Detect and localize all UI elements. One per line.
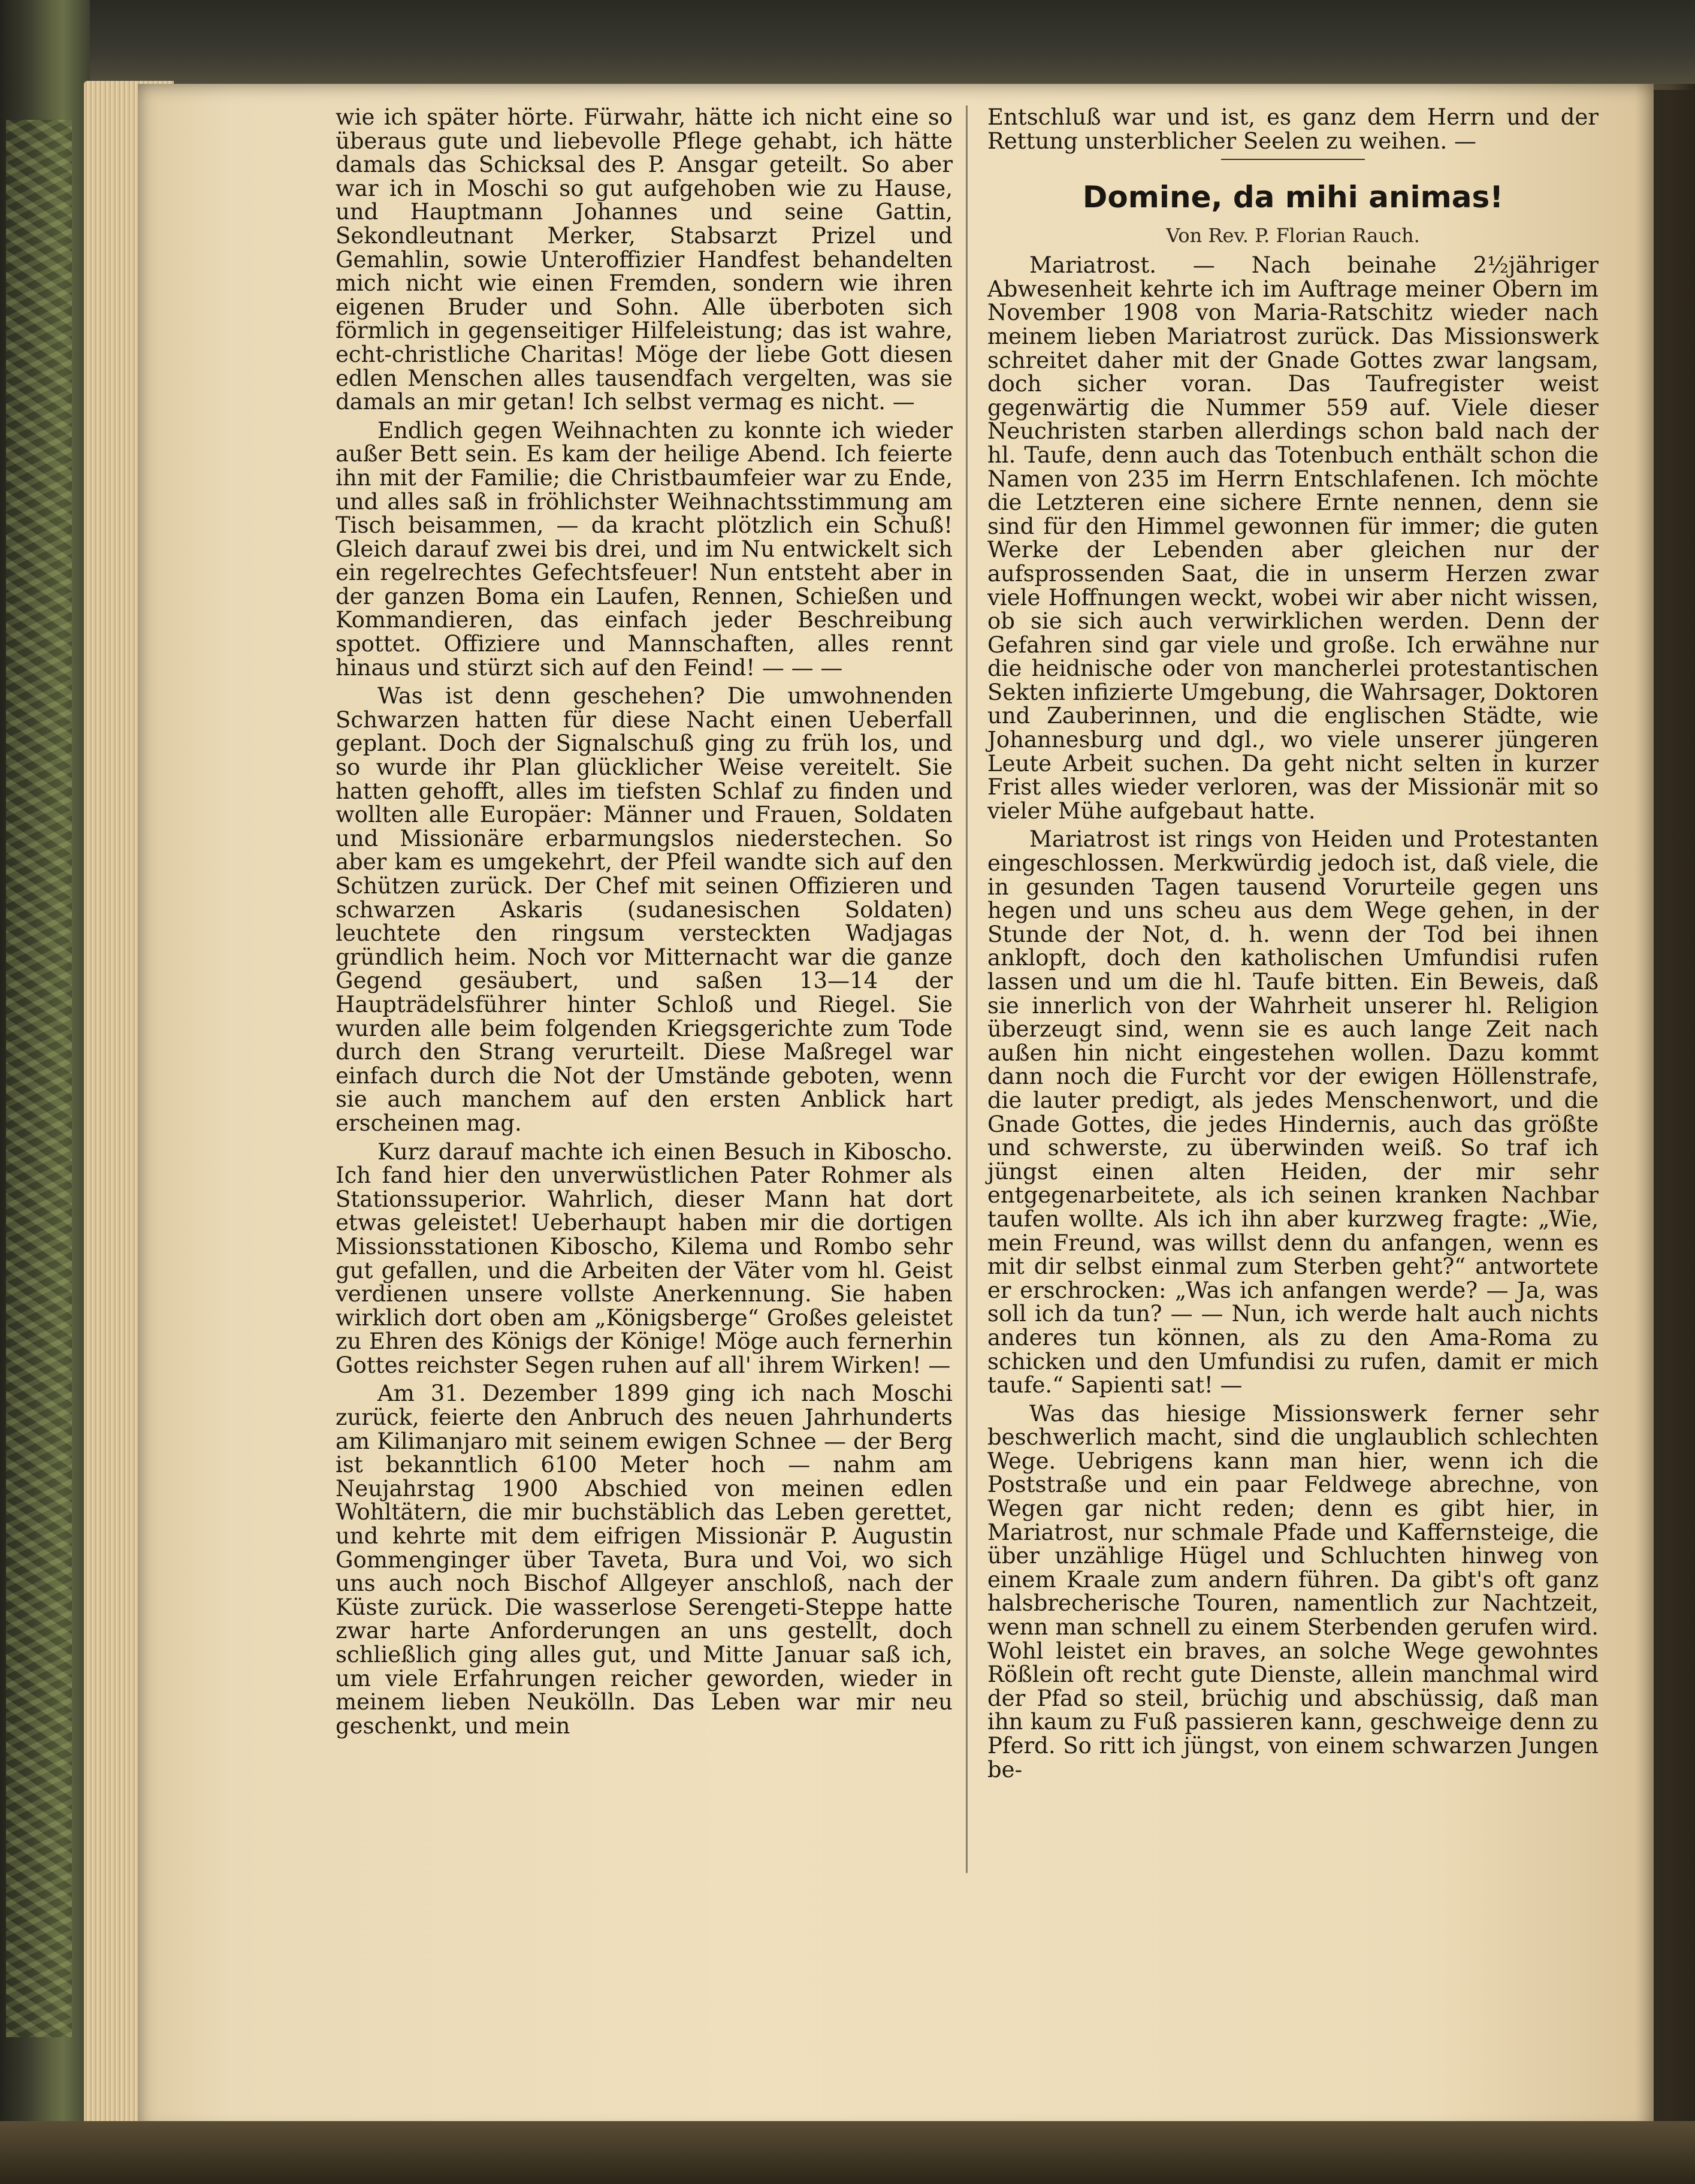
- paragraph: Am 31. Dezember 1899 ging ich nach Moschi zurück, feierte den Anbruch des neuen Jahrhunderts am Kilimanjaro mit seinem ewigen Schnee — der Berg ist bekanntlich 6100 Meter hoch — nahm am Neujahrstag 1900 Abschied von meinen edlen Wohltätern, die mir buchstäblich das Leben gerettet, und kehrte mit dem eifrigen Missionär P. Augustin Gommenginger über Taveta, Bura und Voi, wo sich uns auch noch Bischof Allgeyer anschloß, nach der Küste zurück. Die wasserlose Serengeti-Steppe hatte zwar harte Anforderungen an uns gestellt, doch schließlich ging alles gut, und Mitte Januar saß ich, um viele Erfahrungen reicher geworden, wieder in meinem lieben Neukölln. Das Leben war mir neu geschenkt, und mein: [336, 1381, 953, 1739]
- paragraph: Mariatrost ist rings von Heiden und Protestanten eingeschlossen. Merkwürdig jedoch ist, daß viele, die in gesunden Tagen tausend Vorurteile gegen uns hegen und uns scheu aus dem Wege gehen, in der Stunde der Not, d. h. wenn der Tod bei ihnen anklopft, doch den katholischen Umfundisi rufen lassen und um die hl. Taufe bitten. Ein Beweis, daß sie innerlich von der Wahrheit unserer hl. Religion überzeugt sind, wenn sie es auch lange Zeit nach außen hin nicht eingestehen wollen. Dazu kommt dann noch die Furcht vor der ewigen Höllenstrafe, die lauter predigt, als jedes Menschenwort, und die Gnade Gottes, die jedes Hindernis, auch das größte und schwerste, zu überwinden weiß. So traf ich jüngst einen alten Heiden, der mir sehr entgegenarbeitete, als ich seinen kranken Nachbar taufen wollte. Als ich ihn aber kurzweg fragte: „Wie, mein Freund, was willst denn du anfangen, wenn es mit dir selbst einmal zum Sterben geht?“ antwortete er erschrocken: „Was ich anfangen werde? — Ja, was soll ich da tun? — — Nun, ich werde halt auch nichts anderes tun können, als zu den Ama-Roma zu schicken und den Umfundisi zu rufen, damit er mich taufe.“ Sapienti sat! —: [987, 826, 1599, 1398]
- right-column: [987, 105, 1599, 1781]
- article-title: Domine, da mihi animas!: [1082, 180, 1504, 215]
- column-divider: [966, 105, 968, 1873]
- page-gutter-shadow: [1635, 84, 1695, 2133]
- separator-line: [1221, 159, 1365, 160]
- paragraph: Entschluß war und ist, es ganz dem Herrn und der Rettung unsterblicher Seelen zu weihen. —: [987, 104, 1599, 154]
- paragraph: wie ich später hörte. Fürwahr, hätte ich nicht eine so überaus gute und liebevolle Pflege gehabt, ich hätte damals das Schicksal des P. Ansgar geteilt. So aber war ich in Moschi so gut aufgehoben wie zu Hause, und Hauptmann Johannes und seine Gattin, Sekondleutnant Merker, Stabsarzt Prizel und Gemahlin, sowie Unteroffizier Handfest behandelten mich nicht wie einen Fremden, sondern wie ihren eigenen Bruder und Sohn. Alle überboten sich förmlich in gegenseitiger Hilfeleistung; das ist wahre, echt-christliche Charitas! Möge der liebe Gott diesen edlen Menschen alles tausendfach vergelten, was sie damals an mir getan! Ich selbst vermag es nicht. —: [336, 104, 953, 415]
- book-spine: [0, 0, 90, 2184]
- paragraph: Endlich gegen Weihnachten zu konnte ich wieder außer Bett sein. Es kam der heilige Abend. Ich feierte ihn mit der Familie; die Christbaumfeier war zu Ende, und alles saß in fröhlichster Weihnachtsstimmung am Tisch beisammen, — da kracht plötzlich ein Schuß! Gleich darauf zwei bis drei, und im Nu entwickelt sich ein regelrechtes Gefechtsfeuer! Nun entsteht aber in der ganzen Boma ein Laufen, Rennen, Schießen und Kommandieren, das einfach jeder Beschreibung spottet. Offiziere und Mannschaften, alles rennt hinaus und stürzt sich auf den Feind! — — —: [336, 417, 953, 681]
- book-bottom-edge: [0, 2121, 1695, 2184]
- paragraph: Kurz darauf machte ich einen Besuch in Kiboscho. Ich fand hier den unverwüstlichen Pater Rohmer als Stationssuperior. Wahrlich, dieser Mann hat dort etwas geleistet! Ueberhaupt haben mir die dortigen Missionsstationen Kiboscho, Kilema und Rombo sehr gut gefallen, und die Arbeiten der Väter vom hl. Geist verdienen unsere vollste Anerkennung. Sie haben wirklich dort oben am „Königsberge“ Großes geleistet zu Ehren des Königs der Könige! Möge auch fernerhin Gottes reichster Segen ruhen auf all' ihrem Wirken! —: [336, 1138, 953, 1378]
- paragraph: Was das hiesige Missionswerk ferner sehr beschwerlich macht, sind die unglaublich schlechten Wege. Uebrigens kann man hier, wenn ich die Poststraße und ein paar Feldwege abrechne, von Wegen gar nicht reden; denn es gibt hier, in Mariatrost, nur schmale Pfade und Kaffernsteige, die über unzählige Hügel und Schluchten hinweg von einem Kraale zum andern führen. Da gibt's oft ganz halsbrecherische Touren, namentlich zur Nachtzeit, wenn man schnell zu einem Sterbenden gerufen wird. Wohl leistet ein braves, an solche Wege gewohntes Rößlein oft recht gute Dienste, allein manchmal wird der Pfad so steil, brüchig und abschüssig, daß man ihn kaum zu Fuß passieren kann, geschweige denn zu Pferd. So ritt ich jüngst, von einem schwarzen Jungen be-: [987, 1400, 1599, 1783]
- paragraph: Mariatrost. — Nach beinahe 2½jähriger Abwesenheit kehrte ich im Auftrage meiner Obern im November 1908 von Maria-Ratschitz wieder nach meinem lieben Mariatrost zurück. Das Missionswerk schreitet daher mit der Gnade Gottes zwar langsam, doch sicher voran. Das Taufregister weist gegenwärtig die Nummer 559 auf. Viele dieser Neuchristen starben allerdings schon bald nach der hl. Taufe, denn auch das Totenbuch enthält schon die Namen von 235 im Herrn Entschlafenen. Ich möchte die Letzteren eine sichere Ernte nennen, denn sie sind für den Himmel gewonnen für immer; die guten Werke der Lebenden aber gleichen nur der aufsprossenden Saat, die in unserm Herzen zwar viele Hoffnungen weckt, wobei wir aber nicht wissen, ob sie sich auch verwirklichen werden. Denn der Gefahren sind gar viele und große. Ich erwähne nur die heidnische oder von mancherlei protestantischen Sekten infizierte Umgebung, die Wahrsager, Doktoren und Zauberinnen, und die englischen Städte, wie Johannesburg und dgl., wo viele unserer jüngeren Leute Arbeit suchen. Da geht nicht selten in kurzer Frist alles wieder verloren, was der Missionär mit so vieler Mühe aufgebaut hatte.: [987, 252, 1599, 824]
- article-byline: Von Rev. P. Florian Rauch.: [1166, 224, 1420, 247]
- book-cover-top: [0, 0, 1695, 90]
- left-column: [336, 105, 953, 1738]
- paragraph: Was ist denn geschehen? Die umwohnenden Schwarzen hatten für diese Nacht einen Ueberfall geplant. Doch der Signalschuß ging zu früh los, und so wurde ihr Plan glücklicher Weise vereitelt. Sie hatten gehofft, alles im tiefsten Schlaf zu finden und wollten alle Europäer: Männer und Frauen, Soldaten und Missionäre erbarmungslos niederstechen. So aber kam es umgekehrt, der Pfeil wandte sich auf den Schützen zurück. Der Chef mit seinen Offizieren und schwarzen Askaris (sudanesischen Soldaten) leuchtete den ringsum versteckten Wadjagas gründlich heim. Noch vor Mitternacht war die ganze Gegend gesäubert, und saßen 13—14 der Haupträdelsführer hinter Schloß und Riegel. Sie wurden alle beim folgenden Kriegsgerichte zum Tode durch den Strang verurteilt. Diese Maßregel war einfach durch die Not der Umstände geboten, wenn sie auch manchem auf den ersten Anblick hart erscheinen mag.: [336, 683, 953, 1136]
- marbled-edge: [6, 120, 72, 2037]
